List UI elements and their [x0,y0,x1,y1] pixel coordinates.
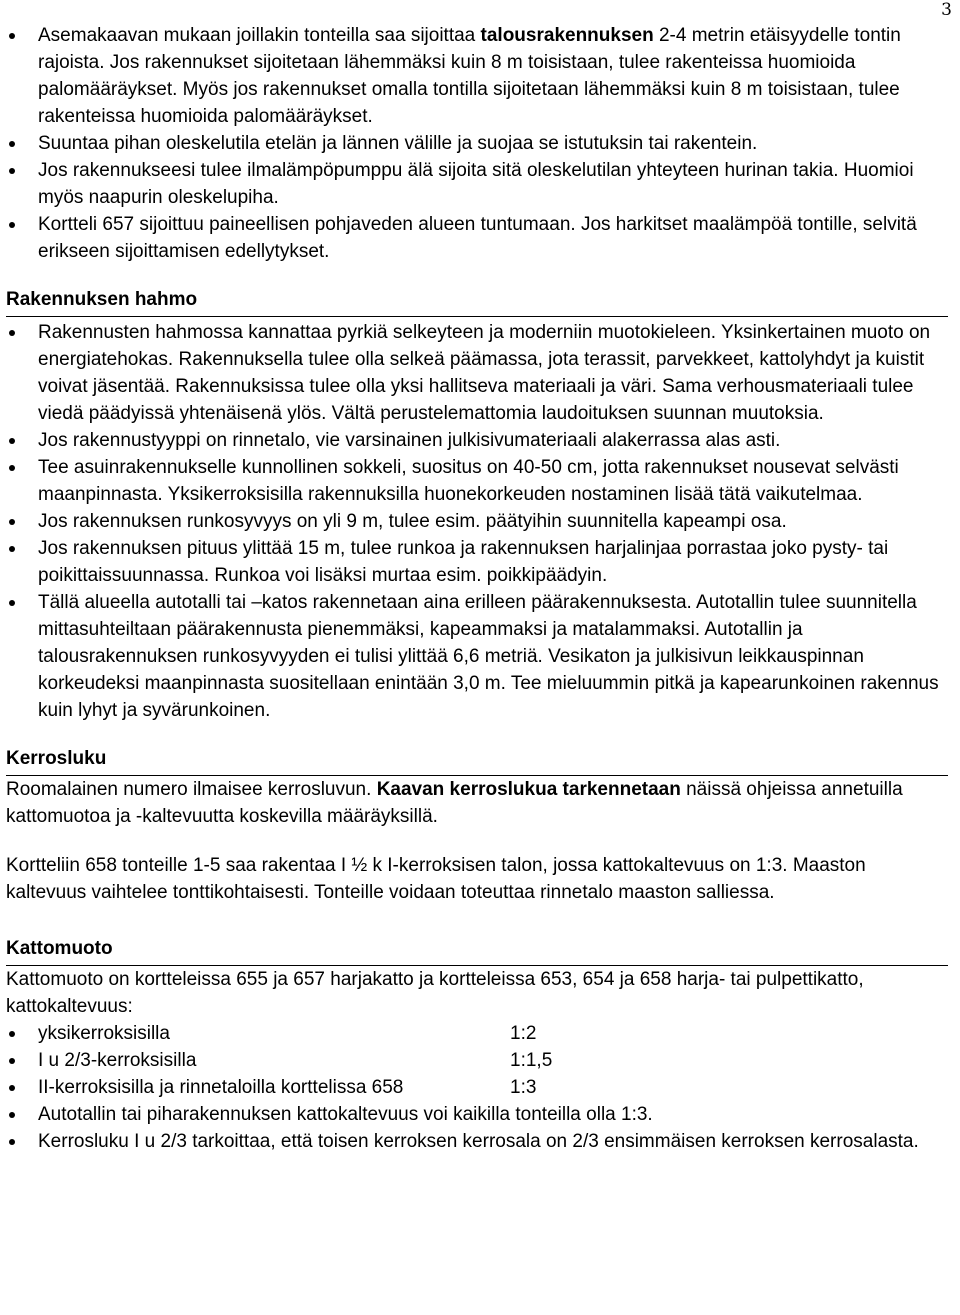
list-item: Suuntaa pihan oleskelutila etelän ja lännen välille ja suojaa se istutuksin tai rakentein. [6,130,948,157]
slope-label: yksikerroksisilla [38,1023,170,1044]
kattomuoto-bullet-list [6,1020,948,1155]
bold-term: Kaavan kerroslukua tarkennetaan [376,779,681,800]
top-bullet-list [6,22,948,265]
list-item: Tällä alueella autotalli tai –katos rakennetaan aina erilleen päärakennuksesta. Autotallin tulee suunnitella mittasuhteiltaan päärakennusta pienemmäksi, kapeammaksi ja matalammaksi. Autotallin ja talousrakennuksen runkosyvyyden ei tulisi ylittää 6,6 metriä. Vesikaton ja julkisivun leikkauspinnan korkeudeksi maanpinnasta suositellaan enintään 3,0 m. Tee mieluummin pitkä ja kapearunkoinen rakennus kuin lyhyt ja syvärunkoinen. [6,589,948,724]
slope-label: II-kerroksisilla ja rinnetaloilla korttelissa 658 [38,1077,404,1098]
slope-value: 1:1,5 [510,1050,553,1071]
list-item: Kortteli 657 sijoittuu paineellisen pohjaveden alueen tuntumaan. Jos harkitset maalämpöä tontille, selvitä erikseen sijoittamisen edellytykset. [6,211,948,265]
slope-row [6,1020,948,1047]
kerrosluku-paragraph-1: Roomalainen numero ilmaisee kerrosluvun. Kaavan kerroslukua tarkennetaan näissä ohjeissa annetuilla kattomuotoa ja -kaltevuutta koskevilla määräyksillä. [6,779,903,827]
list-item: Jos rakennukseesi tulee ilmalämpöpumppu älä sijoita sitä oleskelutilan yhteyteen hurinan takia. Huomioi myös naapurin oleskelupiha. [6,157,948,211]
slope-value: 1:2 [510,1023,537,1044]
slope-row [6,1074,948,1101]
list-item: Asemakaavan mukaan joillakin tonteilla saa sijoittaa talousrakennuksen 2-4 metrin etäisyydelle tontin rajoista. Jos rakennukset sijoitetaan lähemmäksi kuin 8 m toisistaan, tulee rakenteissa huomioida palomääräykset. Myös jos rakennukset omalla tontilla sijoitetaan lähemmäksi kuin 8 m toisistaan, tulee rakenteissa huomioida palomääräykset. [6,22,948,130]
slope-row [6,1047,948,1074]
document-body [6,22,948,1155]
kattomuoto-intro: Kattomuoto on kortteleissa 655 ja 657 harjakatto ja kortteleissa 653, 654 ja 658 harja- tai pulpettikatto, kattokaltevuus: [6,969,864,1017]
list-item: Jos rakennuksen runkosyvyys on yli 9 m, tulee esim. päätyihin suunnitella kapeampi osa. [6,508,948,535]
hahmo-bullet-list [6,319,948,724]
kerrosluku-paragraph-2: Kortteliin 658 tonteille 1-5 saa rakentaa I ½ k I-kerroksisen talon, jossa kattokaltevuus on 1:3. Maaston kaltevuus vaihtelee tonttikohtaisesti. Tonteille voidaan toteuttaa rinnetalo maaston salliessa. [6,855,866,903]
slope-value: 1:3 [510,1077,537,1098]
list-item: Jos rakennustyyppi on rinnetalo, vie varsinainen julkisivumateriaali alakerrassa alas asti. [6,427,948,454]
list-item: Jos rakennuksen pituus ylittää 15 m, tulee runkoa ja rakennuksen harjalinjaa porrastaa joko pysty- tai poikittaissuunnassa. Runkoa voi lisäksi murtaa esim. poikkipäädyin. [6,535,948,589]
page-number: 3 [941,0,952,20]
section-heading-kattomuoto: Kattomuoto [6,936,948,966]
list-item: Rakennusten hahmossa kannattaa pyrkiä selkeyteen ja moderniin muotokieleen. Yksinkertainen muoto on energiatehokas. Rakennuksella tulee olla selkeä päämassa, jota terassit, parvekkeet, kattolyhdyt ja kuistit voivat jäsentää. Rakennuksissa tulee olla yksi hallitseva materiaali ja väri. Sama verhousmateriaali tulee viedä päädyissä yhtenäisenä ylös. Vältä perustelemattomia laudoituksen suunnan muutoksia. [6,319,948,427]
list-item: Autotallin tai piharakennuksen kattokaltevuus voi kaikilla tonteilla olla 1:3. [6,1101,948,1128]
slope-label: I u 2/3-kerroksisilla [38,1050,197,1071]
section-heading-kerrosluku: Kerrosluku [6,746,948,776]
bold-term: talousrakennuksen [480,25,654,46]
list-item: Kerrosluku I u 2/3 tarkoittaa, että toisen kerroksen kerrosala on 2/3 ensimmäisen kerroksen kerrosalasta. [6,1128,948,1155]
section-heading-hahmo: Rakennuksen hahmo [6,287,948,317]
list-item: Tee asuinrakennukselle kunnollinen sokkeli, suositus on 40-50 cm, jotta rakennukset nousevat selvästi maanpinnasta. Yksikerroksisilla rakennuksilla huonekorkeuden nostaminen lisää tätä vaikutelmaa. [6,454,948,508]
